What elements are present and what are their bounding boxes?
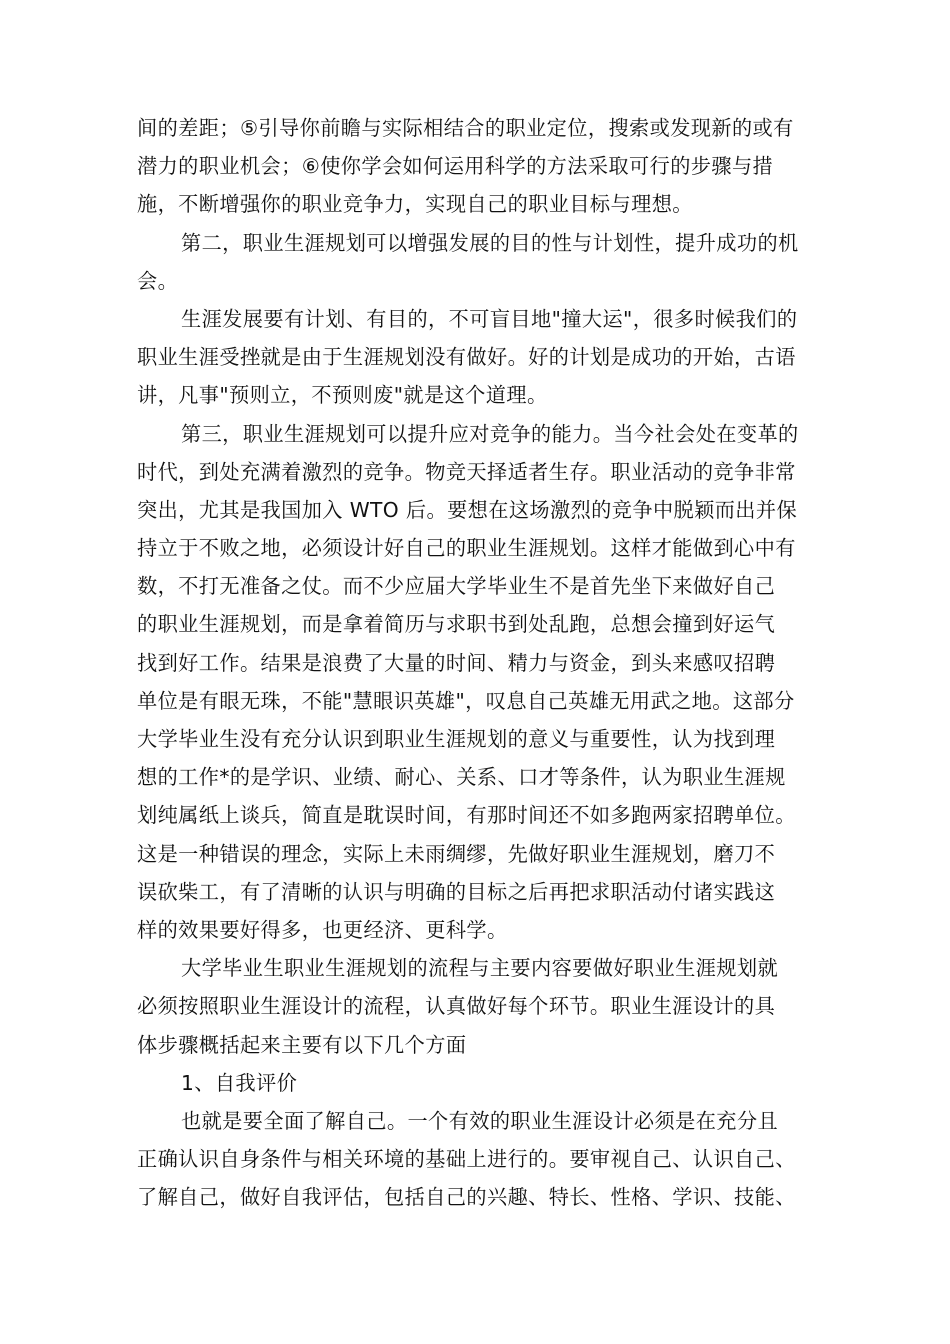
text-line: 样的效果要好得多，也更经济、更科学。 [137,917,508,942]
text-line: 大学毕业生职业生涯规划的流程与主要内容要做好职业生涯规划就 [181,956,779,981]
text-line: 间的差距；⑤引导你前瞻与实际相结合的职业定位，搜索或发现新的或有 [137,116,794,140]
text-line: 找到好工作。结果是浪费了大量的时间、精力与资金，到头来感叹招聘 [137,650,776,675]
text-line: 划纯属纸上谈兵，简直是耽误时间，有那时间还不如多跑两家招聘单位。 [137,803,796,828]
text-line: 想的工作*的是学识、业绩、耐心、关系、口才等条件，认为职业生涯规 [137,765,786,790]
section-heading-self-evaluation [137,1064,827,1102]
text-line: 数，不打无准备之仗。而不少应届大学毕业生不是首先坐下来做好自己 [137,574,776,599]
text-line: 第二，职业生涯规划可以增强发展的目的性与计划性，提升成功的机 [181,230,799,255]
text-line: 突出，尤其是我国加入 WTO 后。要想在这场激烈的竞争中脱颖而出并保 [137,497,798,522]
text-line: 单位是有眼无珠，不能"慧眼识英雄"，叹息自己英雄无用武之地。这部分 [137,688,795,713]
text-line: 讲，凡事"预则立，不预则废"就是这个道理。 [137,383,548,408]
text-line: 持立于不败之地，必须设计好自己的职业生涯规划。这样才能做到心中有 [137,536,796,561]
text-line: 职业生涯受挫就是由于生涯规划没有做好。好的计划是成功的开始，古语 [137,345,796,370]
text-line: 也就是要全面了解自己。一个有效的职业生涯设计必须是在充分且 [181,1108,779,1133]
document-body [137,109,827,1216]
paragraph-continuation [137,109,827,224]
text-line: 大学毕业生没有充分认识到职业生涯规划的意义与重要性，认为找到理 [137,727,776,751]
section-heading: 1、自我评价 [181,1070,298,1095]
text-line: 施，不断增强你的职业竞争力，实现自己的职业目标与理想。 [137,192,693,217]
text-line: 误砍柴工，有了清晰的认识与明确的目标之后再把求职活动付诸实践这 [137,879,776,904]
text-line: 了解自己，做好自我评估，包括自己的兴趣、特长、性格、学识、技能、 [137,1185,796,1210]
text-line: 生涯发展要有计划、有目的，不可盲目地"撞大运"，很多时候我们的 [181,306,798,331]
text-line: 体步骤概括起来主要有以下几个方面 [137,1032,467,1057]
text-line: 正确认识自身条件与相关环境的基础上进行的。要审视自己、认识自己、 [137,1147,796,1172]
paragraph-career-process [137,949,827,1064]
text-line: 的职业生涯规划，而是拿着简历与求职书到处乱跑，总想会撞到好运气 [137,612,776,637]
text-line: 第三，职业生涯规划可以提升应对竞争的能力。当今社会处在变革的 [181,421,799,446]
paragraph-plan-purpose [137,300,827,415]
paragraph-third-point [137,415,827,950]
paragraph-second-point [137,224,827,300]
text-line: 必须按照职业生涯设计的流程，认真做好每个环节。职业生涯设计的具 [137,994,776,1019]
text-line: 时代，到处充满着激烈的竞争。物竞天择适者生存。职业活动的竞争非常 [137,459,796,484]
paragraph-self-evaluation [137,1102,827,1217]
text-line: 这是一种错误的理念，实际上未雨绸缪，先做好职业生涯规划，磨刀不 [137,841,776,866]
text-line: 潜力的职业机会；⑥使你学会如何运用科学的方法采取可行的步骤与措 [137,154,774,179]
text-line: 会。 [137,268,179,293]
